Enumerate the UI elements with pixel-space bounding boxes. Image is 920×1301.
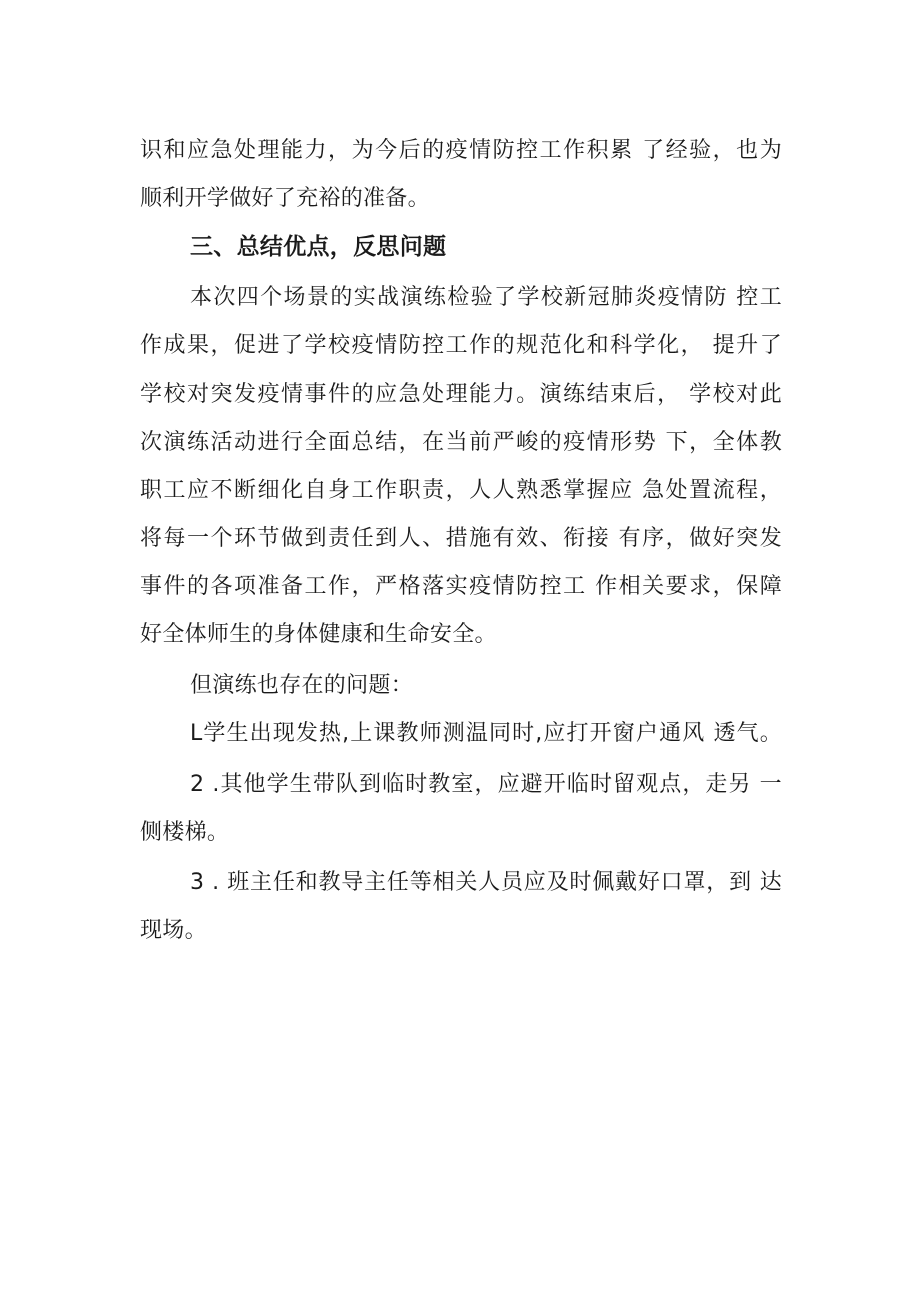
- summary-line-6: 将每一个环节做到责任到人、措施有效、衔接 有序，做好突发: [140, 526, 782, 551]
- summary-line-7: 事件的各项准备工作，严格落实疫情防控工 作相关要求，保障: [140, 574, 782, 599]
- summary-line-5: 职工应不断细化自身工作职责，人人熟悉掌握应 急处置流程，: [140, 478, 782, 503]
- section-heading: 三、总结优点，反思问题: [190, 234, 447, 260]
- summary-line-2: 作成果，促进了学校疫情防控工作的规范化和科学化， 提升了: [140, 333, 782, 358]
- summary-line-1: 本次四个场景的实战演练检验了学校新冠肺炎疫情防 控工: [190, 285, 782, 310]
- summary-line-4: 次演练活动进行全面总结，在当前严峻的疫情形势 下，全体教: [140, 430, 782, 455]
- problem-2-line-2: 侧楼梯。: [140, 820, 230, 845]
- summary-line-8: 好全体师生的身体健康和生命安全。: [140, 622, 497, 647]
- problem-3-line-1: 3 . 班主任和教导主任等相关人员应及时佩戴好口罩，到 达: [190, 870, 782, 895]
- problem-1: L学生出现发热,上课教师测温同时,应打开窗户通风 透气。: [190, 721, 782, 746]
- intro-line-1: 识和应急处理能力，为今后的疫情防控工作积累 了经验，也为: [140, 138, 782, 163]
- problem-3-line-2: 现场。: [140, 918, 207, 943]
- problems-intro: 但演练也存在的问题：: [190, 673, 414, 698]
- intro-line-2: 顺利开学做好了充裕的准备。: [140, 186, 430, 211]
- problem-2-line-1: 2 .其他学生带队到临时教室，应避开临时留观点，走另 一: [190, 772, 782, 797]
- summary-line-3: 学校对突发疫情事件的应急处理能力。演练结束后， 学校对此: [140, 382, 782, 407]
